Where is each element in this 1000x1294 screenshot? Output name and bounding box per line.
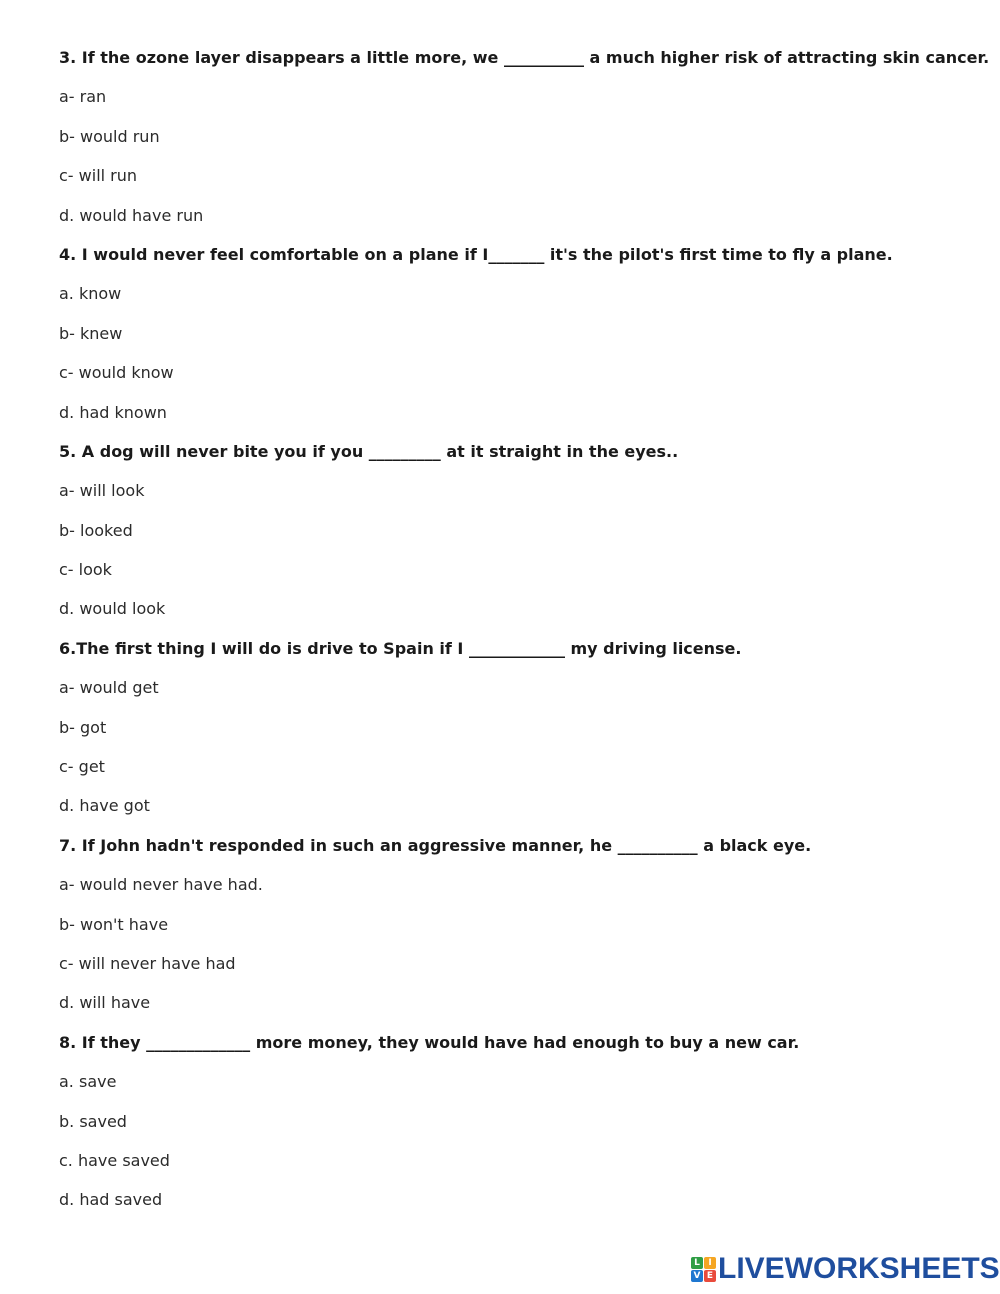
answer-option-a[interactable]: a- would get <box>59 678 159 698</box>
question-text: 6.The first thing I will do is drive to Spain if I ____________ my driving license. <box>59 638 742 658</box>
answer-option-a[interactable]: a- would never have had. <box>59 875 263 895</box>
question-text: 8. If they _____________ more money, they would have had enough to buy a new car. <box>59 1032 800 1052</box>
answer-option-b[interactable]: b- got <box>59 717 107 737</box>
question-text: 7. If John hadn't responded in such an aggressive manner, he __________ a black eye. <box>59 835 812 855</box>
question-block-5 <box>59 440 979 637</box>
question-block-8 <box>59 1031 979 1228</box>
answer-option-d[interactable]: d. had known <box>59 402 167 422</box>
logo-mark-letter: I <box>704 1257 716 1269</box>
answer-option-b[interactable]: b- would run <box>59 126 160 146</box>
logo-mark-icon <box>691 1257 716 1282</box>
answer-option-b[interactable]: b- won't have <box>59 914 169 934</box>
question-block-4 <box>59 243 979 440</box>
answer-option-d[interactable]: d. would have run <box>59 205 204 225</box>
question-block-3 <box>59 46 990 243</box>
logo-mark-letter: V <box>691 1270 703 1282</box>
answer-option-a[interactable]: a. save <box>59 1072 117 1092</box>
question-block-6 <box>59 637 979 834</box>
logo-wordmark: LIVEWORKSHEETS <box>718 1252 1000 1285</box>
answer-option-d[interactable]: d. had saved <box>59 1190 163 1210</box>
question-text: 4. I would never feel comfortable on a plane if I_______ it's the pilot's first time to fly a plane. <box>59 244 893 264</box>
answer-option-b[interactable]: b- knew <box>59 323 123 343</box>
liveworksheets-logo <box>691 1254 1000 1284</box>
answer-option-a[interactable]: a- will look <box>59 481 145 501</box>
question-text: 3. If the ozone layer disappears a little more, we __________ a much higher risk of attracting skin cancer. <box>59 48 990 67</box>
answer-option-c[interactable]: c. have saved <box>59 1150 170 1170</box>
answer-option-d[interactable]: d. will have <box>59 993 151 1013</box>
answer-option-c[interactable]: c- would know <box>59 363 174 383</box>
logo-mark-letter: L <box>691 1257 703 1269</box>
worksheet <box>59 46 990 1228</box>
answer-option-b[interactable]: b- looked <box>59 520 133 540</box>
answer-option-c[interactable]: c- will never have had <box>59 953 236 973</box>
question-block-7 <box>59 834 979 1031</box>
answer-option-c[interactable]: c- look <box>59 560 112 580</box>
answer-option-d[interactable]: d. would look <box>59 599 166 619</box>
logo-mark-letter: E <box>704 1270 716 1282</box>
answer-option-c[interactable]: c- will run <box>59 166 138 186</box>
question-text: 5. A dog will never bite you if you _________ at it straight in the eyes.. <box>59 441 679 461</box>
answer-option-c[interactable]: c- get <box>59 757 105 777</box>
answer-option-a[interactable]: a. know <box>59 284 122 304</box>
answer-option-b[interactable]: b. saved <box>59 1111 127 1131</box>
answer-option-a[interactable]: a- ran <box>59 87 107 107</box>
answer-option-d[interactable]: d. have got <box>59 796 150 816</box>
